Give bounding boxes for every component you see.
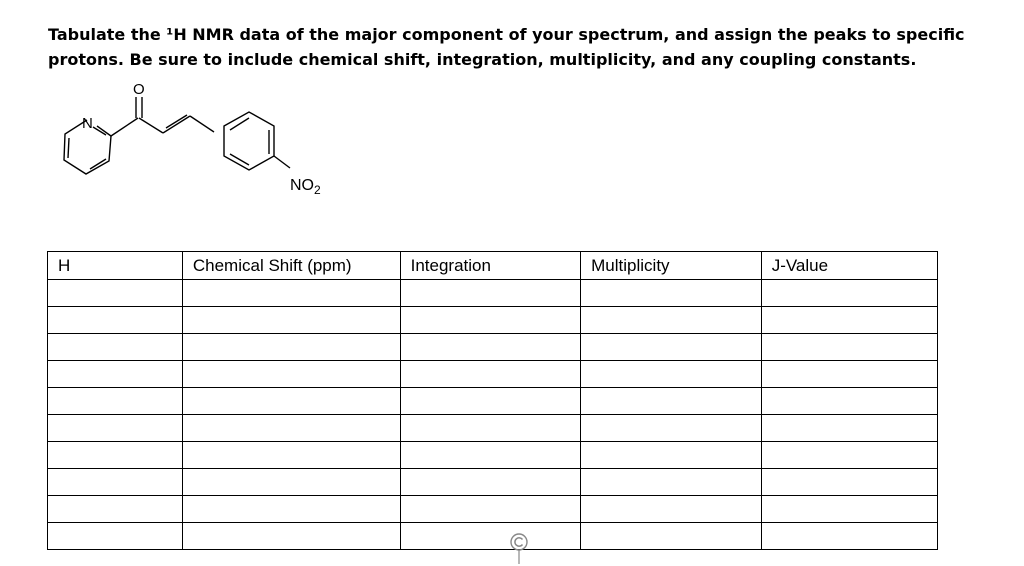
- cell-shift[interactable]: [182, 415, 400, 442]
- cell-multiplicity[interactable]: [581, 415, 762, 442]
- cell-multiplicity[interactable]: [581, 334, 762, 361]
- chemical-structure: [50, 78, 350, 203]
- copyright-mark-icon: [508, 532, 530, 564]
- header-chemical-shift: Chemical Shift (ppm): [182, 252, 400, 280]
- cell-multiplicity[interactable]: [581, 388, 762, 415]
- cell-h[interactable]: [48, 523, 183, 550]
- cell-shift[interactable]: [182, 469, 400, 496]
- header-j-value: J-Value: [761, 252, 937, 280]
- cell-integration[interactable]: [400, 388, 581, 415]
- header-multiplicity: Multiplicity: [581, 252, 762, 280]
- cell-j-value[interactable]: [761, 442, 937, 469]
- question-prompt: [48, 22, 988, 72]
- cell-multiplicity[interactable]: [581, 307, 762, 334]
- cell-shift[interactable]: [182, 496, 400, 523]
- table-row: [48, 334, 938, 361]
- table-row: [48, 496, 938, 523]
- cell-j-value[interactable]: [761, 280, 937, 307]
- cell-j-value[interactable]: [761, 334, 937, 361]
- table-header-row: [48, 252, 938, 280]
- cell-shift[interactable]: [182, 361, 400, 388]
- cell-j-value[interactable]: [761, 496, 937, 523]
- cell-j-value[interactable]: [761, 469, 937, 496]
- cell-multiplicity[interactable]: [581, 469, 762, 496]
- table-row: [48, 415, 938, 442]
- cell-integration[interactable]: [400, 280, 581, 307]
- table-row: [48, 361, 938, 388]
- cell-multiplicity[interactable]: [581, 442, 762, 469]
- cell-multiplicity[interactable]: [581, 523, 762, 550]
- cell-shift[interactable]: [182, 334, 400, 361]
- cell-shift[interactable]: [182, 307, 400, 334]
- cell-j-value[interactable]: [761, 523, 937, 550]
- cell-integration[interactable]: [400, 523, 581, 550]
- nitro-group-label: [290, 177, 321, 197]
- cell-h[interactable]: [48, 388, 183, 415]
- oxygen-atom-label: O: [133, 81, 145, 98]
- table-row: [48, 280, 938, 307]
- cell-shift[interactable]: [182, 388, 400, 415]
- table-row: [48, 442, 938, 469]
- cell-h[interactable]: [48, 307, 183, 334]
- table-row: [48, 388, 938, 415]
- table-row: [48, 523, 938, 550]
- cell-shift[interactable]: [182, 523, 400, 550]
- cell-integration[interactable]: [400, 307, 581, 334]
- cell-integration[interactable]: [400, 415, 581, 442]
- cell-integration[interactable]: [400, 442, 581, 469]
- cell-h[interactable]: [48, 280, 183, 307]
- cell-integration[interactable]: [400, 469, 581, 496]
- cell-h[interactable]: [48, 334, 183, 361]
- cell-integration[interactable]: [400, 496, 581, 523]
- cell-shift[interactable]: [182, 442, 400, 469]
- cell-j-value[interactable]: [761, 361, 937, 388]
- nitro-subscript: 2: [314, 183, 321, 197]
- cell-h[interactable]: [48, 415, 183, 442]
- nitro-label: NO: [290, 177, 314, 194]
- structure-bonds: [64, 97, 290, 174]
- cell-shift[interactable]: [182, 280, 400, 307]
- table-row: [48, 307, 938, 334]
- cell-j-value[interactable]: [761, 415, 937, 442]
- header-h: H: [48, 252, 183, 280]
- cell-integration[interactable]: [400, 334, 581, 361]
- prompt-line-2: protons. Be sure to include chemical shift, integration, multiplicity, and any coupling constants.: [48, 50, 917, 69]
- cell-h[interactable]: [48, 442, 183, 469]
- cell-multiplicity[interactable]: [581, 280, 762, 307]
- cell-j-value[interactable]: [761, 307, 937, 334]
- cell-multiplicity[interactable]: [581, 496, 762, 523]
- cell-h[interactable]: [48, 361, 183, 388]
- cell-h[interactable]: [48, 469, 183, 496]
- header-integration: Integration: [400, 252, 581, 280]
- nmr-data-table: [47, 251, 938, 550]
- cell-j-value[interactable]: [761, 388, 937, 415]
- prompt-line-1: Tabulate the ¹H NMR data of the major component of your spectrum, and assign the peaks to specific: [48, 25, 965, 44]
- nitrogen-atom-label: N: [82, 115, 93, 132]
- table-row: [48, 469, 938, 496]
- cell-integration[interactable]: [400, 361, 581, 388]
- cell-multiplicity[interactable]: [581, 361, 762, 388]
- cell-h[interactable]: [48, 496, 183, 523]
